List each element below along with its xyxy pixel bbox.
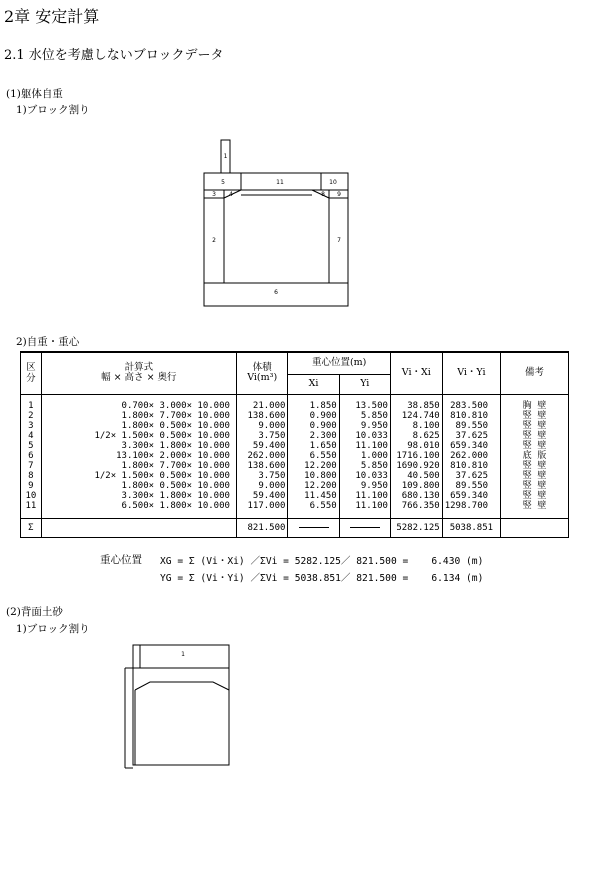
cell-formula: 3.300× 1.800× 10.000 [121, 490, 230, 501]
cell-yi: 10.033 [355, 470, 388, 481]
cell-vixi: 8.100 [412, 420, 440, 431]
cell-no: 9 [28, 480, 34, 491]
cell-vi: 59.400 [252, 490, 286, 501]
col-yi [339, 394, 390, 518]
cell-vixi: 124.740 [401, 410, 440, 421]
cell-vi: 9.000 [258, 420, 286, 431]
cog-label: 重心位置 [100, 554, 142, 566]
cell-xi: 2.300 [309, 430, 337, 441]
cell-vixi: 680.130 [401, 490, 440, 501]
cell-viyi: 810.810 [450, 410, 489, 421]
col-xi [288, 394, 339, 518]
cell-viyi: 659.340 [450, 440, 489, 451]
cell-vixi: 98.010 [407, 440, 440, 451]
col-no [21, 394, 42, 518]
cell-note: 胸 壁 [522, 400, 547, 411]
cell-vi: 3.750 [258, 470, 286, 481]
sum-yi-dash [339, 518, 390, 537]
cell-note: 底 版 [522, 450, 547, 461]
cell-xi: 0.900 [309, 420, 337, 431]
cell-yi: 1.000 [360, 450, 388, 461]
cell-no: 7 [28, 460, 34, 471]
header-yi: Yi [339, 374, 390, 394]
cell-formula: 1.800× 0.500× 10.000 [121, 420, 230, 431]
cell-note: 竪 壁 [522, 480, 547, 491]
cell-yi: 9.950 [360, 480, 388, 491]
cell-no: 5 [28, 440, 34, 451]
cell-yi: 5.850 [360, 460, 388, 471]
block-label-10: 10 [329, 179, 337, 186]
cell-viyi: 659.340 [450, 490, 489, 501]
cell-formula: 0.700× 3.000× 10.000 [121, 400, 230, 411]
cell-xi: 6.550 [309, 500, 337, 511]
cell-xi: 0.900 [309, 410, 337, 421]
weight-table [20, 351, 569, 538]
cell-yi: 5.850 [360, 410, 388, 421]
cell-no: 11 [25, 500, 37, 511]
sum-note-empty [501, 518, 569, 537]
header-vixi: Vi・Xi [390, 352, 442, 394]
header-formula-top: 計算式 [124, 362, 154, 374]
header-xi: Xi [288, 374, 339, 394]
block-label-5: 5 [221, 179, 225, 186]
block-label-4: 4 [229, 191, 233, 198]
cell-vixi: 766.350 [401, 500, 440, 511]
weight-section-title: 2)自重・重心 [16, 336, 80, 348]
cell-viyi: 810.810 [450, 460, 489, 471]
sum-vi: 821.500 [236, 518, 288, 537]
sum-vixi: 5282.125 [390, 518, 442, 537]
block-division-diagram-2 [110, 640, 240, 770]
block-label-7: 7 [337, 237, 341, 244]
cell-yi: 13.500 [355, 400, 388, 411]
block-label-3: 3 [212, 191, 216, 198]
cell-formula: 1/2× 1.500× 0.500× 10.000 [94, 470, 230, 481]
cell-vi: 262.000 [247, 450, 286, 461]
cell-vi: 138.600 [247, 410, 286, 421]
cell-viyi: 262.000 [450, 450, 489, 461]
col-viyi [442, 394, 500, 518]
col-vi [236, 394, 288, 518]
cell-xi: 10.800 [304, 470, 337, 481]
cell-vixi: 38.850 [407, 400, 440, 411]
block-label-8: 8 [321, 191, 325, 198]
cell-viyi: 89.550 [455, 480, 489, 491]
cell-formula: 13.100× 2.000× 10.000 [116, 450, 230, 461]
cell-yi: 10.033 [355, 430, 388, 441]
cell-vi: 9.000 [258, 480, 286, 491]
cell-no: 4 [28, 430, 34, 441]
header-viyi: Vi・Yi [442, 352, 500, 394]
chapter-title: 2章 安定計算 [4, 7, 100, 26]
cell-note: 竪 壁 [522, 470, 547, 481]
cell-note: 竪 壁 [522, 500, 547, 511]
cell-note: 竪 壁 [522, 440, 547, 451]
cell-formula: 6.500× 1.800× 10.000 [121, 500, 230, 511]
cell-yi: 11.100 [355, 440, 388, 451]
cell-note: 竪 壁 [522, 490, 547, 501]
cell-yi: 11.100 [355, 490, 388, 501]
cell-formula: 1.800× 7.700× 10.000 [121, 460, 230, 471]
cell-yi: 9.950 [360, 420, 388, 431]
cell-viyi: 89.550 [455, 420, 489, 431]
section-title: 2.1 水位を考慮しないブロックデータ [4, 48, 224, 63]
cell-xi: 1.650 [309, 440, 337, 451]
block-division-diagram-1 [195, 135, 355, 310]
cell-viyi: 37.625 [455, 470, 489, 481]
cell-xi: 11.450 [304, 490, 337, 501]
block-label-2: 2 [212, 237, 216, 244]
block-label-11: 11 [276, 179, 284, 186]
block-division-title-2: 1)ブロック割り [16, 623, 90, 635]
header-formula [41, 352, 236, 394]
cell-vi: 117.000 [247, 500, 286, 511]
cell-no: 8 [28, 470, 34, 481]
cell-formula: 1.800× 0.500× 10.000 [121, 480, 230, 491]
col-note [501, 394, 569, 518]
cell-vi: 3.750 [258, 430, 286, 441]
cell-viyi: 37.625 [455, 430, 489, 441]
cell-xi: 6.550 [309, 450, 337, 461]
cell-viyi: 1298.700 [444, 500, 489, 511]
cell-vi: 59.400 [252, 440, 286, 451]
subsection2-title: (2)背面土砂 [6, 606, 63, 618]
header-volume-unit: Vi(m³) [247, 372, 278, 384]
cell-note: 竪 壁 [522, 460, 547, 471]
block-label-1: 1 [223, 153, 228, 160]
cell-note: 竪 壁 [522, 410, 547, 421]
cell-vixi: 1690.920 [396, 460, 440, 471]
sum-viyi: 5038.851 [442, 518, 500, 537]
block-division-title-1: 1)ブロック割り [16, 104, 90, 116]
cell-vixi: 40.500 [407, 470, 440, 481]
block-label-9: 9 [337, 191, 341, 198]
cell-vi: 138.600 [247, 460, 286, 471]
table-body-row [21, 394, 569, 518]
block-label-6: 6 [274, 289, 278, 296]
cell-xi: 12.200 [304, 480, 337, 491]
cell-no: 1 [28, 400, 34, 411]
sum-formula-empty [41, 518, 236, 537]
subsection1-title: (1)躯体自重 [6, 88, 63, 100]
cog-yg: YG = Σ (Vi・Yi) ／ΣVi = 5038.851／ 821.500 = 6.134 (m) [160, 573, 484, 584]
cell-note: 竪 壁 [522, 420, 547, 431]
cell-vi: 21.000 [252, 400, 286, 411]
cell-no: 2 [28, 410, 34, 421]
block-label-1-backfill: 1 [181, 651, 185, 658]
sum-row [21, 518, 569, 537]
cell-note: 竪 壁 [522, 430, 547, 441]
cell-formula: 1/2× 1.500× 0.500× 10.000 [94, 430, 230, 441]
cell-yi: 11.100 [355, 500, 388, 511]
header-center: 重心位置(m) [288, 352, 390, 374]
sum-xi-dash [288, 518, 339, 537]
cell-no: 10 [25, 490, 37, 501]
col-formula [41, 394, 236, 518]
cell-no: 3 [28, 420, 34, 431]
header-note: 備考 [501, 352, 569, 394]
cog-xg: XG = Σ (Vi・Xi) ／ΣVi = 5282.125／ 821.500 = 6.430 (m) [160, 556, 484, 567]
cell-viyi: 283.500 [450, 400, 489, 411]
cell-formula: 3.300× 1.800× 10.000 [121, 440, 230, 451]
cell-vixi: 1716.100 [396, 450, 440, 461]
cell-vixi: 8.625 [412, 430, 440, 441]
header-volume [236, 352, 288, 394]
header-formula-sub: 幅 × 高さ × 奥行 [101, 372, 177, 384]
cell-formula: 1.800× 7.700× 10.000 [121, 410, 230, 421]
col-vixi [390, 394, 442, 518]
cell-xi: 1.850 [309, 400, 337, 411]
sum-label: Σ [21, 518, 42, 537]
cell-no: 6 [28, 450, 34, 461]
header-volume-label: 体積 [252, 362, 272, 374]
cell-xi: 12.200 [304, 460, 337, 471]
header-kubun: 区 分 [21, 352, 42, 394]
cell-vixi: 109.800 [401, 480, 440, 491]
